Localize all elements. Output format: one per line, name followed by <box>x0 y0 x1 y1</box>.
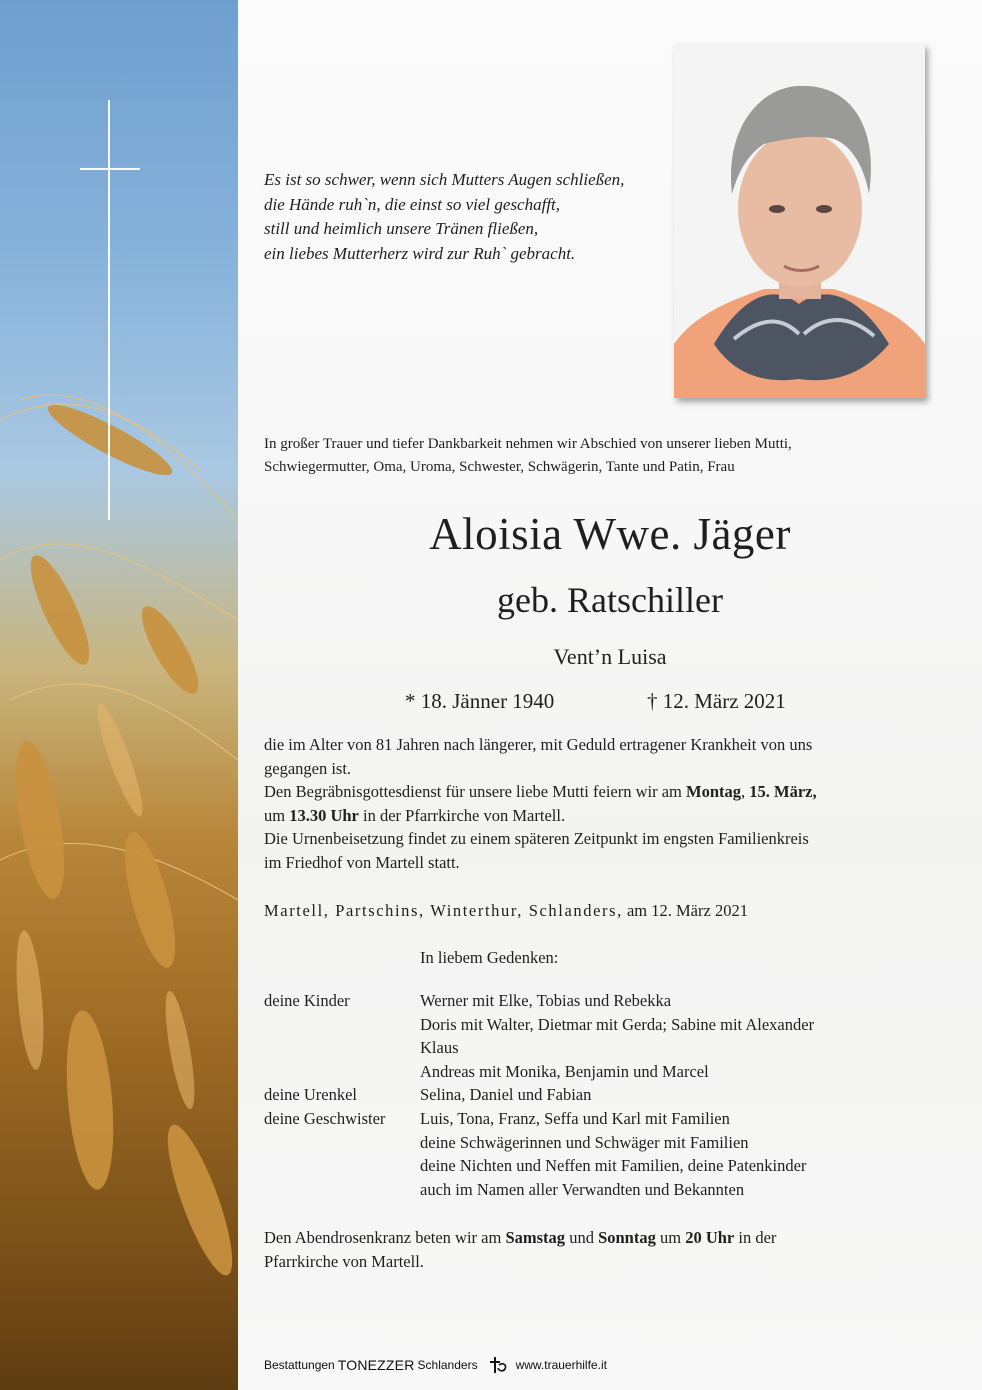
death-date: † 12. März 2021 <box>647 689 786 713</box>
details-line: die im Alter von 81 Jahren nach längerer, mit Geduld ertragener Krankheit von uns <box>264 735 813 754</box>
rosary-time: 20 Uhr <box>685 1228 735 1247</box>
family-row <box>264 1036 814 1060</box>
details-line: gegangen ist. <box>264 758 352 778</box>
family-relation: deine Urenkel <box>264 1085 357 1105</box>
footer <box>264 1356 607 1374</box>
places: Martell, Partschins, Winterthur, Schlanders, <box>264 901 623 920</box>
details-line: im Friedhof von Martell statt. <box>264 852 460 872</box>
family-members: Selina, Daniel und Fabian <box>420 1085 592 1105</box>
nickname: Vent’n Luisa <box>553 644 667 669</box>
poem-line: die Hände ruh`n, die einst so viel geschafft, <box>264 194 561 214</box>
family-relation <box>264 1036 420 1060</box>
funeral-day: Montag <box>686 782 742 802</box>
details-text: um <box>264 805 290 825</box>
funeral-date: 15. März, <box>749 782 817 802</box>
family-list <box>264 989 814 1201</box>
portrait-photo <box>674 44 925 398</box>
birth-date: * 18. Jänner 1940 <box>405 689 555 713</box>
family-row <box>264 1060 814 1084</box>
poem-line: Es ist so schwer, wenn sich Mutters Augen schließen, <box>264 170 625 189</box>
family-members: Werner mit Elke, Tobias und Rebekka <box>420 991 672 1010</box>
family-members: Luis, Tona, Franz, Seffa und Karl mit Familien <box>420 1108 730 1128</box>
poem-line: ein liebes Mutterherz wird zur Ruh` gebracht. <box>264 243 576 263</box>
family-row <box>264 1013 814 1037</box>
rosary-day-2: Sonntag <box>598 1228 656 1247</box>
rosary-text: Den Abendrosenkranz beten wir am <box>264 1228 506 1247</box>
family-relation <box>264 1178 420 1202</box>
notice-date: am 12. März 2021 <box>622 901 748 920</box>
family-relation <box>264 1154 420 1178</box>
family-row <box>264 1107 814 1131</box>
place-and-date <box>264 899 748 923</box>
poem <box>264 168 664 266</box>
family-members: deine Schwägerinnen und Schwäger mit Familien <box>420 1132 749 1152</box>
intro-text <box>264 433 964 479</box>
family-row <box>264 989 814 1013</box>
family-relation: deine Kinder <box>264 991 350 1010</box>
funeral-home-brand: TONEZZER <box>337 1357 415 1373</box>
rosary-text: um <box>655 1228 686 1247</box>
funeral-time: 13.30 Uhr <box>289 805 359 825</box>
family-row <box>264 1178 814 1202</box>
wheat-field-image <box>0 0 238 1390</box>
family-relation <box>264 1060 420 1084</box>
poem-line: still und heimlich unsere Tränen fließen, <box>264 219 539 238</box>
details-text: Den Begräbnisgottesdienst für unsere liebe Mutti feiern wir am <box>264 782 687 802</box>
intro-line: In großer Trauer und tiefer Dankbarkeit nehmen wir Abschied von unserer lieben Mutti, <box>264 436 792 452</box>
rosary-text: und <box>565 1228 599 1247</box>
details-line <box>264 804 924 828</box>
funeral-details <box>264 733 924 875</box>
portrait-illustration <box>674 44 925 398</box>
wheat-stalks-graphic <box>0 0 238 1390</box>
details-line <box>264 780 924 804</box>
trauerhilfe-logo-icon <box>486 1356 508 1374</box>
family-row <box>264 1131 814 1155</box>
rosary-day-1: Samstag <box>505 1228 566 1247</box>
cross-horizontal-bar <box>80 168 140 170</box>
footer-prefix: Bestattungen <box>264 1358 335 1372</box>
details-text: in der Pfarrkirche von Martell. <box>358 805 566 825</box>
family-relation: deine Geschwister <box>264 1108 386 1128</box>
details-line: Die Urnenbeisetzung findet zu einem späteren Zeitpunkt im engsten Familienkreis <box>264 829 809 849</box>
deceased-name: Aloisia Wwe. Jäger <box>429 509 791 559</box>
family-members: Doris mit Walter, Dietmar mit Gerda; Sabine mit Alexander <box>420 1014 815 1034</box>
family-row <box>264 1083 814 1107</box>
rosary-line: Pfarrkirche von Martell. <box>264 1251 424 1271</box>
rosary-text: in der <box>734 1228 777 1247</box>
family-relation <box>264 1131 420 1155</box>
family-row <box>264 1154 814 1178</box>
rosary-notice <box>264 1226 776 1273</box>
family-members: deine Nichten und Neffen mit Familien, deine Patenkinder <box>420 1156 807 1176</box>
memory-heading: In liebem Gedenken: <box>420 948 559 967</box>
details-text: , <box>741 782 750 802</box>
footer-website-link[interactable]: www.trauerhilfe.it <box>515 1358 607 1372</box>
family-members: Andreas mit Monika, Benjamin und Marcel <box>420 1061 709 1081</box>
footer-suffix: Schlanders <box>417 1358 478 1372</box>
intro-line: Schwiegermutter, Oma, Uroma, Schwester, Schwägerin, Tante und Patin, Frau <box>264 459 735 475</box>
maiden-name: geb. Ratschiller <box>497 580 723 620</box>
family-members: auch im Namen aller Verwandten und Bekannten <box>420 1179 745 1199</box>
family-relation <box>264 1013 420 1037</box>
cross-vertical-bar <box>108 100 110 520</box>
family-members: Klaus <box>420 1038 459 1058</box>
rosary-line <box>264 1226 776 1250</box>
